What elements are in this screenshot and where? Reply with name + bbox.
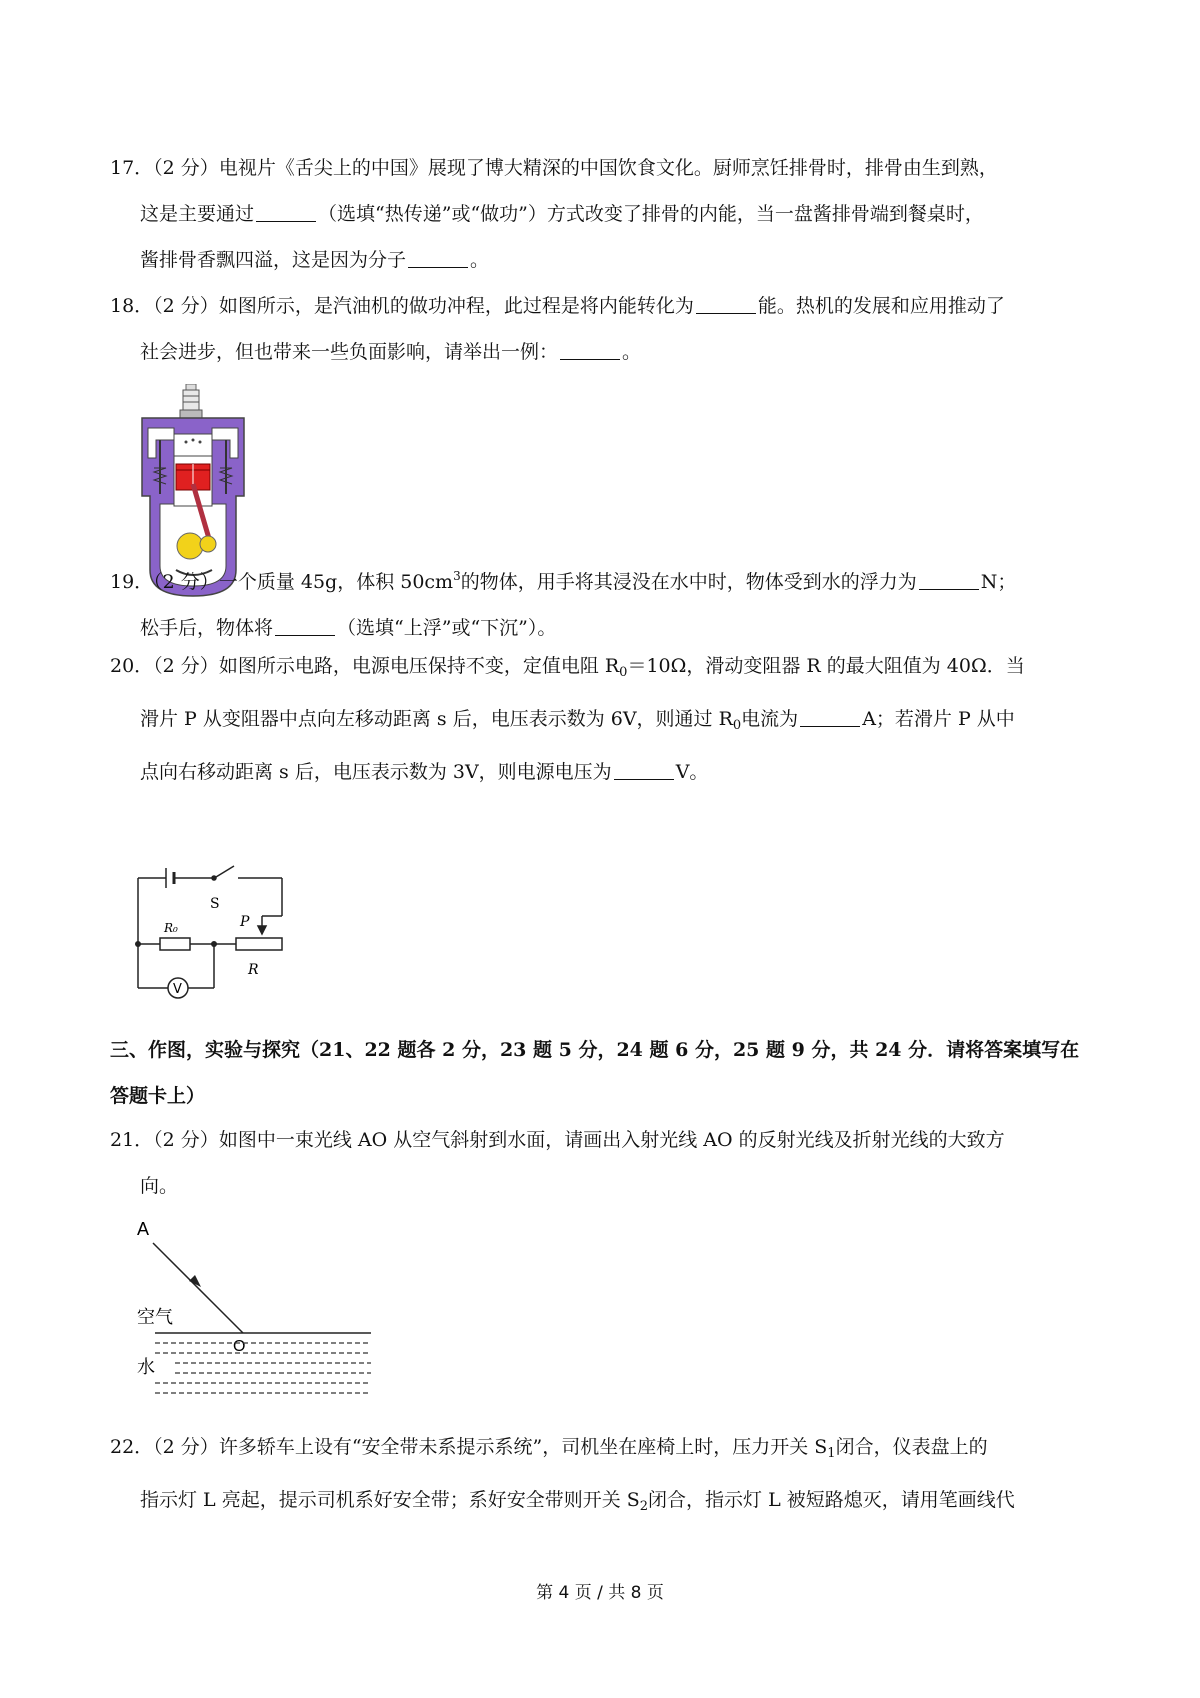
question-text: 电视片《舌尖上的中国》展现了博大精深的中国饮食文化。厨师烹饪排骨时，排骨由生到熟， [218,157,998,179]
question-text: A；若滑片 P 从中 [862,708,1015,730]
question-text: V。 [675,761,709,783]
question-text: 指示灯 L 亮起，提示司机系好安全带；系好安全带则开关 S [140,1489,640,1511]
answer-blank[interactable] [256,203,316,222]
question-22 [110,1424,1100,1530]
air-label: 空气 [137,1307,173,1328]
answer-blank[interactable] [614,761,674,780]
question-number: 20．（2 分） [110,655,219,677]
question-text: 点向右移动距离 s 后，电压表示数为 3V，则电源电压为 [140,761,612,783]
answer-blank[interactable] [275,617,335,636]
question-number: 19．（2 分） [110,571,219,593]
junction-dot [211,941,217,947]
question-text: N； [980,571,1017,593]
question-text: 如图所示，是汽油机的做功冲程，此过程是将内能转化为 [218,295,694,317]
light-ray-diagram [135,1215,375,1395]
question-text: ＝10Ω，滑动变阻器 R 的最大阻值为 40Ω．当 [627,655,1025,677]
question-21 [110,1117,1100,1209]
question-text: 松手后，物体将 [140,617,274,639]
rheostat-label: R [248,962,259,978]
question-number: 21．（2 分） [110,1129,219,1151]
answer-blank[interactable] [919,571,979,590]
question-text: 如图中一束光线 AO 从空气斜射到水面，请画出入射光线 AO 的反射光线及折射光线的大致方 [218,1129,1005,1151]
question-text: 的物体，用手将其浸没在水中时，物体受到水的浮力为 [460,571,917,593]
answer-blank[interactable] [800,708,860,727]
question-text: （选填“上浮”或“下沉”）。 [337,617,557,639]
subscript: 2 [639,1499,649,1514]
subscript: 0 [732,718,742,733]
slider-label: P [240,914,250,930]
question-text: 向。 [140,1175,179,1197]
question-text: 能。热机的发展和应用推动了 [757,295,1005,317]
question-number: 18．（2 分） [110,295,219,317]
question-text: 许多轿车上设有“安全带未系提示系统”，司机坐在座椅上时，压力开关 S [218,1436,828,1458]
voltmeter-label: V [173,982,182,997]
subscript: 1 [827,1446,836,1461]
question-20 [110,643,1100,795]
question-text: 社会进步，但也带来一些负面影响，请举出一例： [140,341,559,363]
question-text: （选填“热传递”或“做功”）方式改变了排骨的内能，当一盘酱排骨端到餐桌时， [318,203,984,225]
point-a-label: A [137,1219,150,1239]
superscript: 3 [453,569,461,583]
section-heading-line: 三、作图，实验与探究（21、22 题各 2 分，23 题 5 分，24 题 6 分，25 题 9 分，共 24 分．请将答案填写在 [110,1039,1080,1061]
question-text: 闭合，仪表盘上的 [835,1436,988,1458]
question-18 [110,283,1100,375]
junction-dot [135,941,141,947]
question-19 [110,553,1100,651]
water-label: 水 [137,1357,155,1378]
r0-label: R₀ [164,921,178,935]
answer-blank[interactable] [408,249,468,268]
switch-label: S [210,896,220,912]
question-text: 酱排骨香飘四溢，这是因为分子 [140,249,407,271]
answer-blank[interactable] [696,295,756,314]
question-17 [110,145,1100,283]
question-number: 22．（2 分） [110,1436,219,1458]
point-o-label: O [233,1338,246,1355]
question-text: 电流为 [741,708,799,730]
question-text: 闭合，指示灯 L 被短路熄灭，请用笔画线代 [648,1489,1015,1511]
page-footer: 第 4 页 / 共 8 页 [536,1583,664,1603]
question-number: 17．（2 分） [110,157,219,179]
question-text: 这是主要通过 [140,203,255,225]
question-text: 滑片 P 从变阻器中点向左移动距离 s 后，电压表示数为 6V，则通过 R [140,708,733,730]
question-text: 。 [622,341,642,363]
answer-blank[interactable] [560,341,620,360]
subscript: 0 [619,665,628,680]
question-text: 一个质量 45g，体积 50cm [218,571,454,593]
circuit-diagram [130,850,310,1000]
section-heading-line: 答题卡上） [110,1085,206,1107]
question-text: 如图所示电路，电源电压保持不变，定值电阻 R [218,655,620,677]
question-text: 。 [470,249,490,271]
section-heading [110,1027,1100,1119]
